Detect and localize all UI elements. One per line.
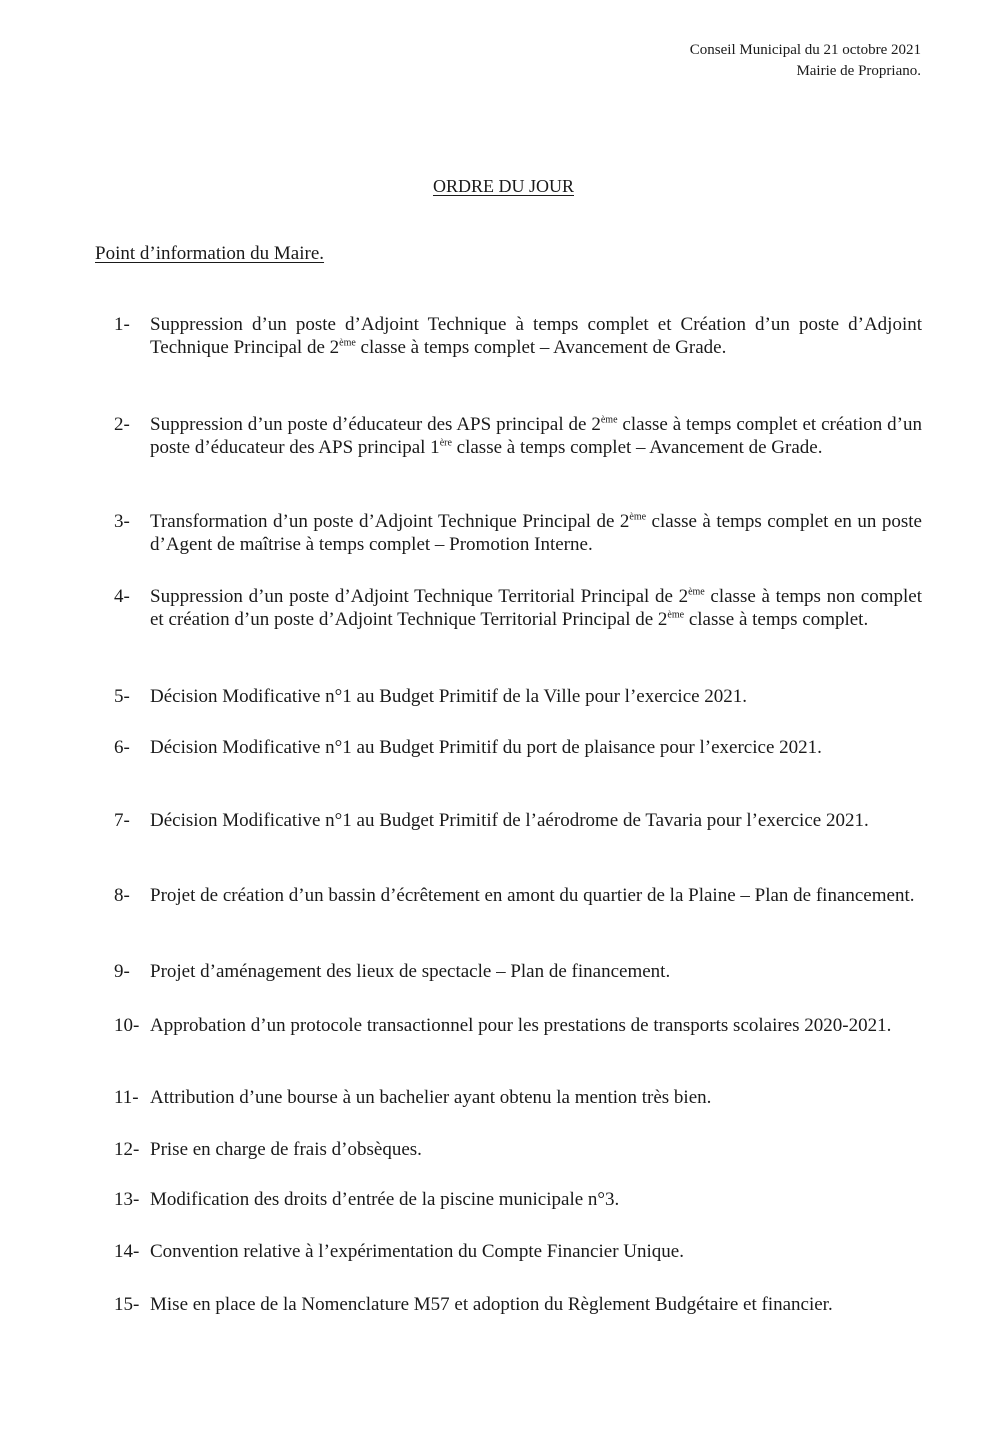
item-text: Projet de création d’un bassin d’écrêtement en amont du quartier de la Plaine – Plan de financement. <box>150 885 915 906</box>
document-header <box>690 40 921 82</box>
item-number: 1- <box>114 314 130 335</box>
item-text: Prise en charge de frais d’obsèques. <box>150 1139 422 1160</box>
item-text: Suppression d’un poste d’éducateur des APS principal de 2ème classe à temps complet et création d’un poste d’éducateur des APS principal 1ère classe à temps complet – Avancement de Grade. <box>150 414 922 458</box>
item-number: 6- <box>114 737 130 758</box>
town-hall-line: Mairie de Propriano. <box>796 63 921 79</box>
agenda-item <box>114 1188 922 1211</box>
agenda-item <box>114 1240 922 1263</box>
item-text: Attribution d’une bourse à un bachelier ayant obtenu la mention très bien. <box>150 1087 712 1108</box>
agenda-title: ORDRE DU JOUR <box>432 176 574 196</box>
item-text: Mise en place de la Nomenclature M57 et adoption du Règlement Budgétaire et financier. <box>150 1294 833 1315</box>
item-number: 11- <box>114 1087 139 1108</box>
agenda-item <box>114 1138 922 1161</box>
item-number: 3- <box>114 511 130 532</box>
item-number: 15- <box>114 1294 140 1315</box>
item-text: Convention relative à l’expérimentation du Compte Financier Unique. <box>150 1241 684 1262</box>
item-number: 7- <box>114 810 130 831</box>
agenda-item <box>114 1014 922 1037</box>
mayor-information-point: Point d’information du Maire. <box>95 243 325 264</box>
agenda-item <box>114 809 922 832</box>
item-number: 8- <box>114 885 130 906</box>
agenda-item <box>114 510 922 556</box>
item-number: 10- <box>114 1015 140 1036</box>
item-number: 12- <box>114 1139 140 1160</box>
agenda-item <box>114 884 922 907</box>
agenda-item <box>114 1086 922 1109</box>
item-text: Décision Modificative n°1 au Budget Primitif de l’aérodrome de Tavaria pour l’exercice 2021. <box>150 810 869 831</box>
item-text: Décision Modificative n°1 au Budget Primitif de la Ville pour l’exercice 2021. <box>150 686 748 707</box>
agenda-item <box>114 413 922 459</box>
agenda-item <box>114 585 922 631</box>
meeting-date-line: Conseil Municipal du 21 octobre 2021 <box>689 42 921 58</box>
item-text: Suppression d’un poste d’Adjoint Technique Territorial Principal de 2ème classe à temps non complet et création d’un poste d’Adjoint Technique Territorial Principal de 2ème classe à temps complet. <box>150 586 923 630</box>
item-text: Modification des droits d’entrée de la piscine municipale n°3. <box>150 1189 620 1210</box>
item-number: 4- <box>114 586 130 607</box>
item-text: Transformation d’un poste d’Adjoint Technique Principal de 2ème classe à temps complet en un poste d’Agent de maîtrise à temps complet – Promotion Interne. <box>150 511 922 555</box>
item-text: Approbation d’un protocole transactionnel pour les prestations de transports scolaires 2020-2021. <box>150 1015 892 1036</box>
agenda-item <box>114 1293 922 1316</box>
agenda-item <box>114 736 922 759</box>
item-text: Suppression d’un poste d’Adjoint Technique à temps complet et Création d’un poste d’Adjoint Technique Principal de 2ème classe à temps complet – Avancement de Grade. <box>150 314 922 358</box>
item-number: 13- <box>114 1189 140 1210</box>
item-number: 5- <box>114 686 130 707</box>
agenda-item <box>114 960 922 983</box>
item-text: Décision Modificative n°1 au Budget Primitif du port de plaisance pour l’exercice 2021. <box>150 737 822 758</box>
agenda-item <box>114 313 922 359</box>
item-number: 9- <box>114 961 130 982</box>
item-number: 14- <box>114 1241 140 1262</box>
item-text: Projet d’aménagement des lieux de spectacle – Plan de financement. <box>150 961 671 982</box>
agenda-item <box>114 685 922 708</box>
item-number: 2- <box>114 414 130 435</box>
